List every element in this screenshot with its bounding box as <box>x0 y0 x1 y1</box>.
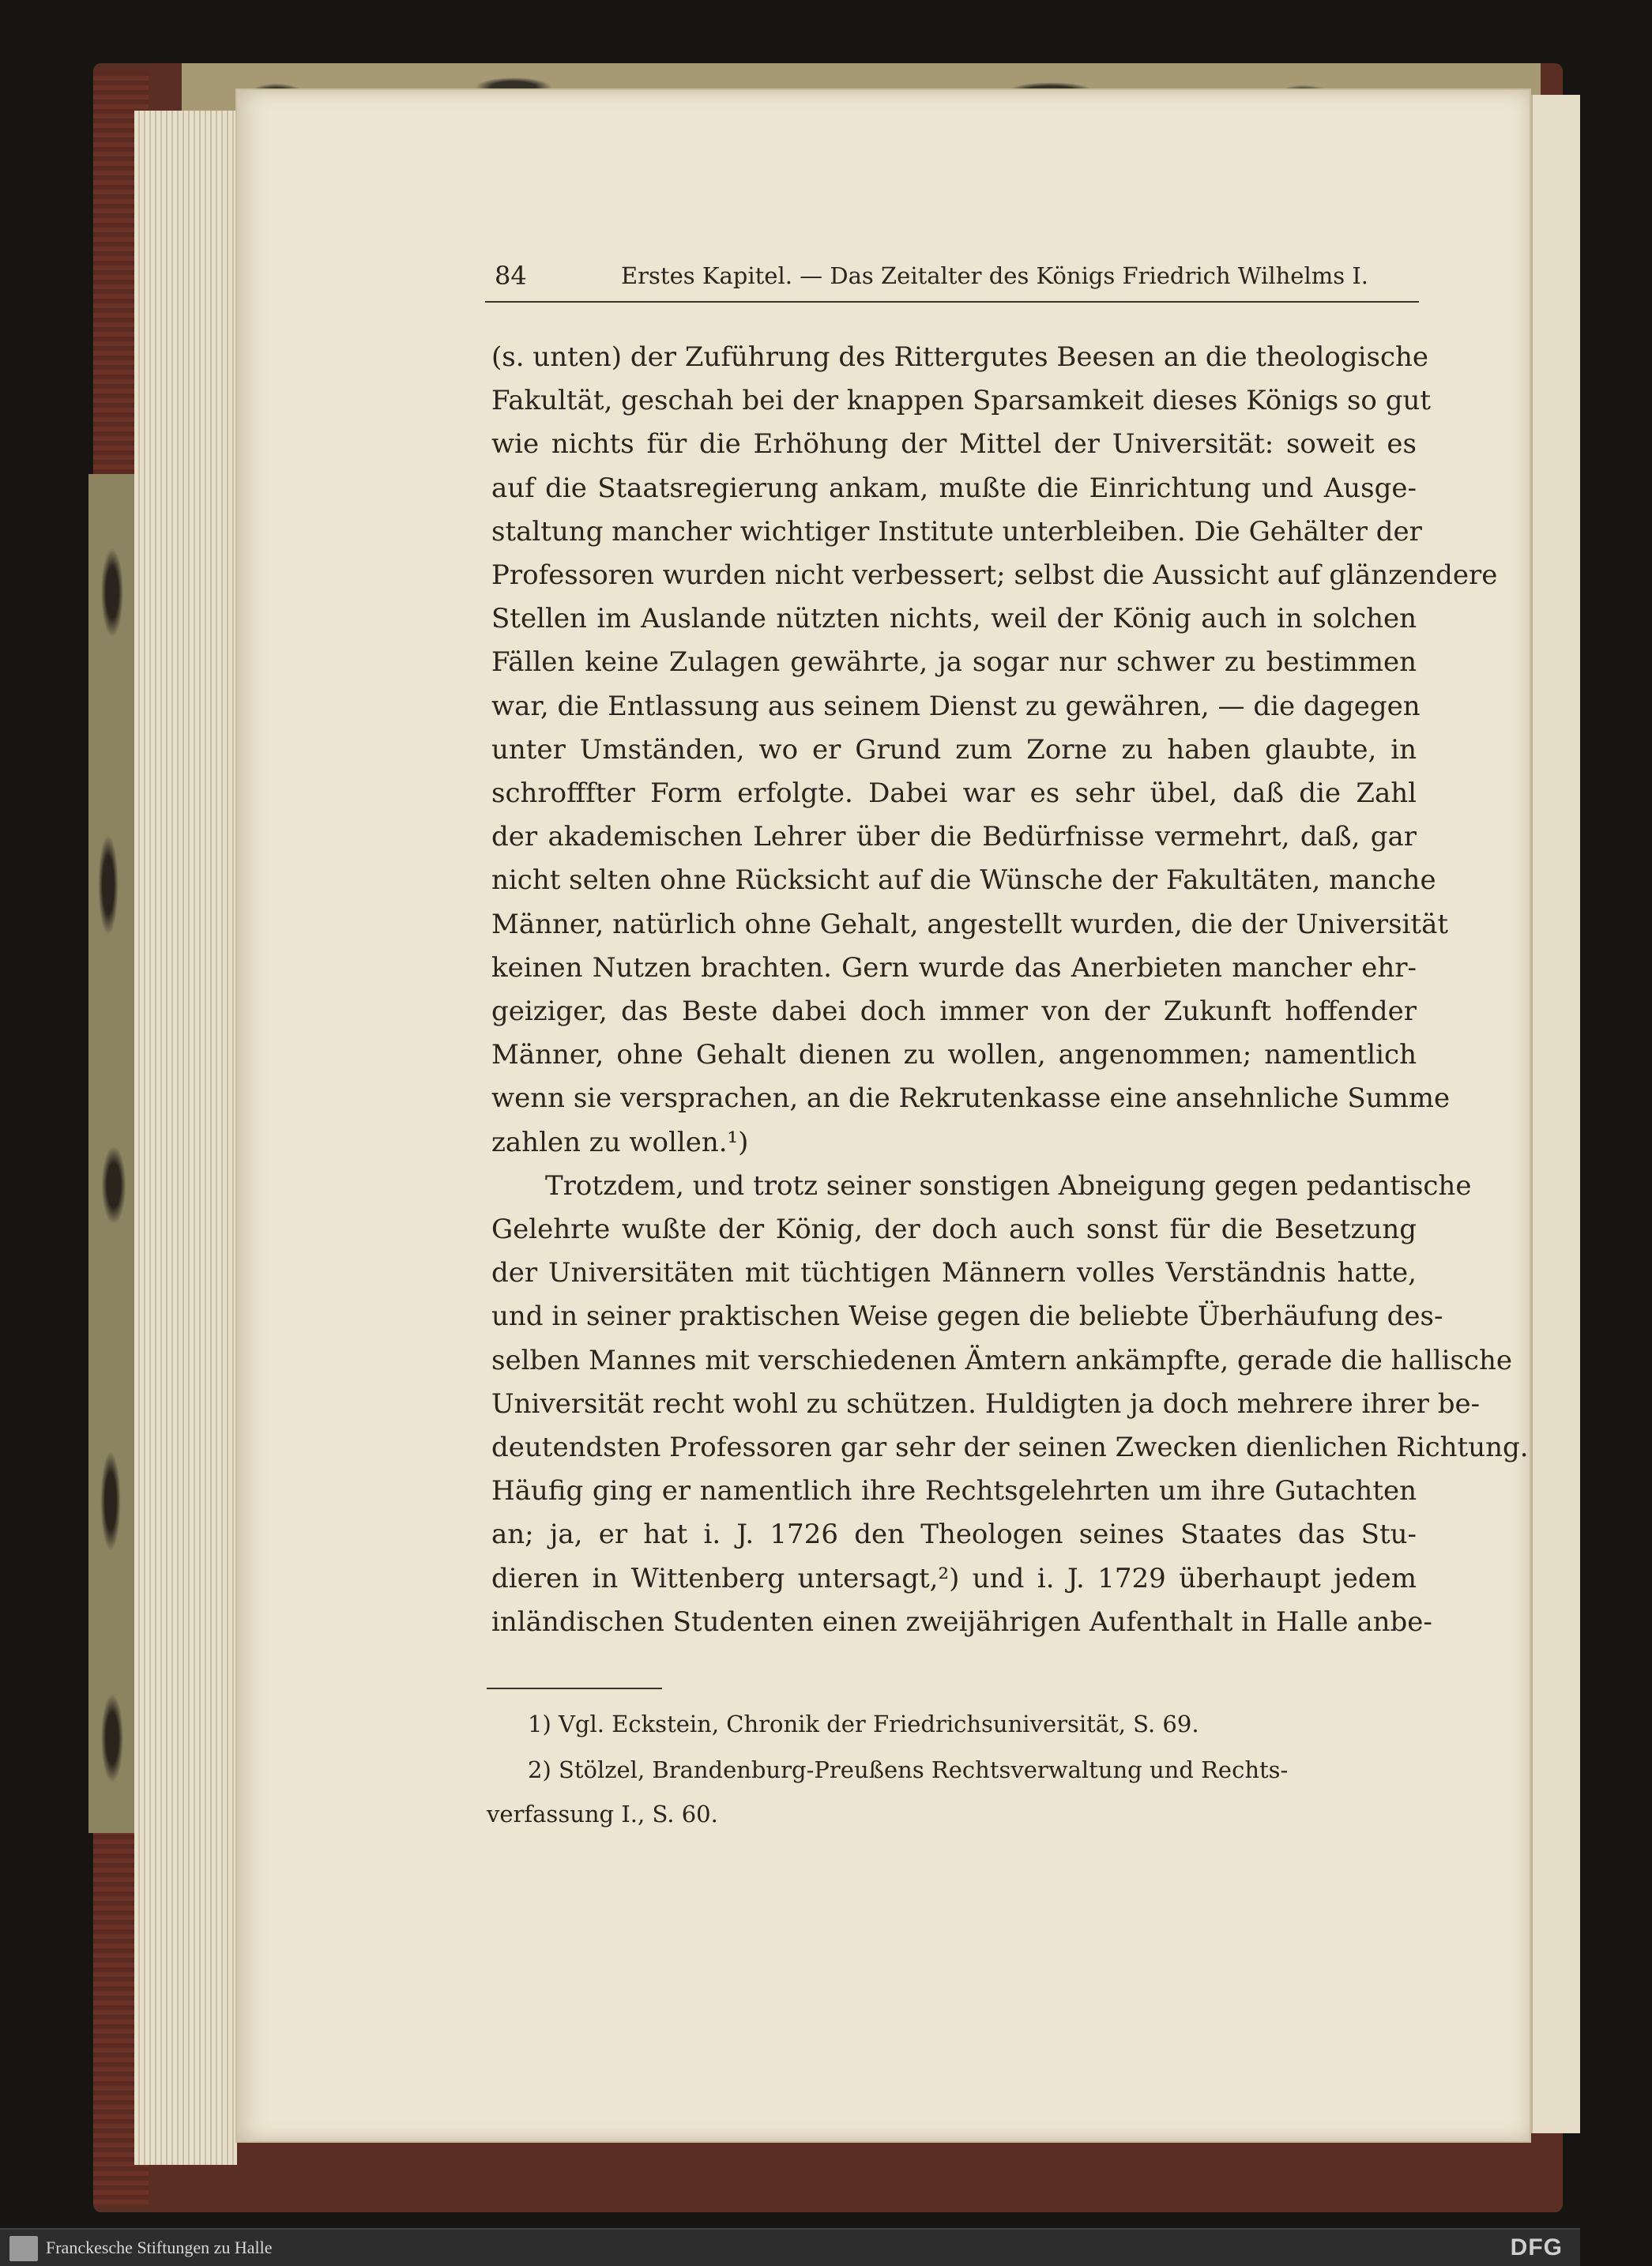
text-line: auf die Staatsregierung ankam, mußte die Einrichtung und Ausge- <box>491 472 1417 504</box>
text-line: Gelehrte wußte der König, der doch auch sonst für die Besetzung <box>491 1214 1417 1245</box>
institution-logo-icon <box>9 2236 38 2261</box>
text-line: keinen Nutzen brachten. Gern wurde das Anerbieten mancher ehr- <box>491 952 1417 984</box>
text-line: war, die Entlassung aus seinem Dienst zu gewähren, — die dagegen <box>491 691 1421 722</box>
text-line: (s. unten) der Zuführung des Rittergutes Beesen an die theologische <box>491 341 1429 373</box>
text-line: wie nichts für die Erhöhung der Mittel der Universität: soweit es <box>491 428 1417 460</box>
text-line: schrofffter Form erfolgte. Dabei war es sehr übel, daß die Zahl <box>491 777 1417 809</box>
marbled-board-left <box>88 474 136 1833</box>
institution-name: Franckesche Stiftungen zu Halle <box>46 2238 273 2257</box>
text-line: Universität recht wohl zu schützen. Huldigten ja doch mehrere ihrer be- <box>491 1388 1481 1420</box>
page-edge-right <box>1530 95 1580 2133</box>
running-header <box>495 261 1652 297</box>
text-line: nicht selten ohne Rücksicht auf die Wünsche der Fakultäten, manche <box>491 864 1436 896</box>
text-line: Fakultät, geschah bei der knappen Sparsamkeit dieses Königs so gut <box>491 385 1432 416</box>
text-line: Fällen keine Zulagen gewährte, ja sogar nur schwer zu bestimmen <box>491 646 1417 678</box>
text-line: geiziger, das Beste dabei doch immer von der Zukunft hoffender <box>491 996 1417 1027</box>
text-line: selben Mannes mit verschiedenen Ämtern ankämpfte, gerade die hallische <box>491 1345 1512 1376</box>
text-line: der Universitäten mit tüchtigen Männern volles Verständnis hatte, <box>491 1257 1417 1289</box>
footnote-rule <box>487 1688 662 1689</box>
text-line: staltung mancher wichtiger Institute unterbleiben. Die Gehälter der <box>491 516 1422 548</box>
page-edges-left <box>134 111 237 2165</box>
text-line: und in seiner praktischen Weise gegen die beliebte Überhäufung des- <box>491 1301 1443 1332</box>
header-title: Erstes Kapitel. — Das Zeitalter des Königs Friedrich Wilhelms I. <box>621 262 1368 289</box>
footnote-1: 1) Vgl. Eckstein, Chronik der Friedrichsuniversität, S. 69. <box>528 1711 1199 1737</box>
text-line: der akademischen Lehrer über die Bedürfnisse vermehrt, daß, gar <box>491 821 1417 853</box>
text-line: Männer, natürlich ohne Gehalt, angestellt wurden, die der Universität <box>491 909 1449 940</box>
page-number: 84 <box>495 261 527 291</box>
text-line: Stellen im Auslande nützten nichts, weil der König auch in solchen <box>491 603 1417 634</box>
text-line: wenn sie versprachen, an die Rekrutenkasse eine ansehnliche Summe <box>491 1082 1451 1114</box>
footnote-2: 2) Stölzel, Brandenburg-Preußens Rechtsverwaltung und Rechts- <box>528 1756 1289 1783</box>
dfg-logo: DFG <box>1510 2234 1563 2260</box>
text-line: Häufig ging er namentlich ihre Rechtsgelehrten um ihre Gutachten <box>491 1475 1417 1507</box>
text-line: Professoren wurden nicht verbessert; selbst die Aussicht auf glänzendere <box>491 559 1498 591</box>
header-rule <box>485 301 1419 303</box>
text-line: deutendsten Professoren gar sehr der seinen Zwecken dienlichen Richtung. <box>491 1432 1529 1463</box>
text-line: inländischen Studenten einen zweijährigen Aufenthalt in Halle anbe- <box>491 1606 1432 1638</box>
text-line: unter Umständen, wo er Grund zum Zorne zu haben glaubte, in <box>491 734 1417 766</box>
text-line: an; ja, er hat i. J. 1726 den Theologen seines Staates das Stu- <box>491 1519 1417 1550</box>
text-line: Trotzdem, und trotz seiner sonstigen Abneigung gegen pedantische <box>545 1170 1472 1202</box>
footnote-2-continued: verfassung I., S. 60. <box>487 1801 718 1827</box>
text-line: dieren in Wittenberg untersagt,²) und i. J. 1729 überhaupt jedem <box>491 1563 1417 1594</box>
text-line: zahlen zu wollen.¹) <box>491 1127 749 1158</box>
viewer-footer-bar <box>0 2228 1580 2266</box>
text-line: Männer, ohne Gehalt dienen zu wollen, angenommen; namentlich <box>491 1039 1417 1071</box>
